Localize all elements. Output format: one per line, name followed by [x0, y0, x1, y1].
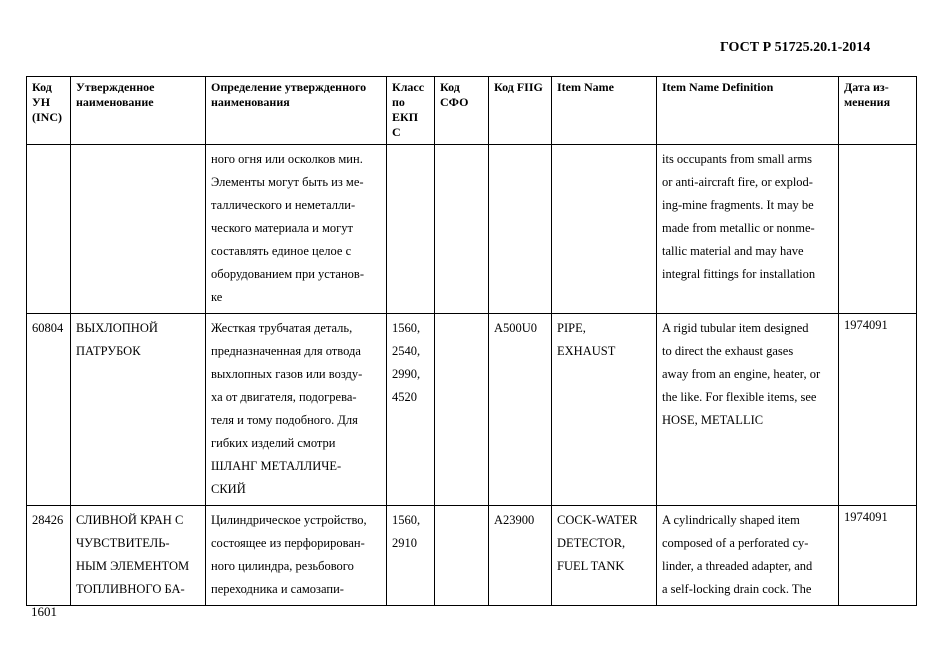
cell-class	[387, 145, 435, 314]
table-row	[27, 506, 917, 606]
cell-sfo	[435, 145, 489, 314]
cell-name: СЛИВНОЙ КРАН С ЧУВСТВИТЕЛЬ- НЫМ ЭЛЕМЕНТОМ ТОПЛИВНОГО БА-	[71, 506, 206, 606]
cell-fiig	[489, 145, 552, 314]
table-row	[27, 314, 917, 506]
cell-name	[71, 145, 206, 314]
cell-class: 1560, 2910	[387, 506, 435, 606]
column-header-code: Код УН (INC)	[27, 77, 71, 145]
column-header-class: Класс по ЕКП С	[387, 77, 435, 145]
cell-date: 1974091	[839, 506, 917, 606]
cell-code: 28426	[27, 506, 71, 606]
column-header-fiig: Код FIIG	[489, 77, 552, 145]
cell-item-name: COCK-WATER DETECTOR, FUEL TANK	[552, 506, 657, 606]
page-number: 1601	[31, 604, 57, 619]
cell-date	[839, 145, 917, 314]
cell-item-definition: its occupants from small arms or anti-aircraft fire, or explod- ing-mine fragments. It may be made from metallic or nonme- tallic material and may have integral fittings for installation	[657, 145, 839, 314]
cell-item-name	[552, 145, 657, 314]
column-header-sfo: Код СФО	[435, 77, 489, 145]
column-header-item-definition: Item Name Definition	[657, 77, 839, 145]
column-header-item-name: Item Name	[552, 77, 657, 145]
cell-date: 1974091	[839, 314, 917, 506]
cell-class: 1560, 2540, 2990, 4520	[387, 314, 435, 506]
document-code: ГОСТ Р 51725.20.1-2014	[720, 40, 871, 55]
cell-sfo	[435, 506, 489, 606]
table-header-row	[27, 77, 917, 145]
cell-definition: ного огня или осколков мин. Элементы могут быть из ме- таллического и неметалли- ческого материала и могут составлять единое целое с оборудованием при установ- ке	[206, 145, 387, 314]
cell-item-definition: A cylindrically shaped item composed of a perforated cy- linder, a threaded adapter, and a self-locking drain cock. The	[657, 506, 839, 606]
cell-item-name: PIPE, EXHAUST	[552, 314, 657, 506]
cell-fiig: A23900	[489, 506, 552, 606]
cell-fiig: A500U0	[489, 314, 552, 506]
cell-item-definition: A rigid tubular item designed to direct the exhaust gases away from an engine, heater, or the like. For flexible items, see HOSE, METALLIC	[657, 314, 839, 506]
cell-definition: Цилиндрическое устройство, состоящее из перфорирован- ного цилиндра, резьбового переходника и самозапи-	[206, 506, 387, 606]
cell-code: 60804	[27, 314, 71, 506]
column-header-change-date: Дата из-менения	[839, 77, 917, 145]
column-header-definition: Определение утвержденного наименования	[206, 77, 387, 145]
cell-definition: Жесткая трубчатая деталь, предназначенная для отвода выхлопных газов или возду- ха от двигателя, подогрева- теля и тому подобного. Для гибких изделий смотри ШЛАНГ МЕТАЛЛИЧЕ- СКИЙ	[206, 314, 387, 506]
column-header-approved-name: Утвержденное наименование	[71, 77, 206, 145]
table-row	[27, 145, 917, 314]
classification-table	[26, 76, 917, 606]
cell-sfo	[435, 314, 489, 506]
cell-code	[27, 145, 71, 314]
cell-name: ВЫХЛОПНОЙ ПАТРУБОК	[71, 314, 206, 506]
